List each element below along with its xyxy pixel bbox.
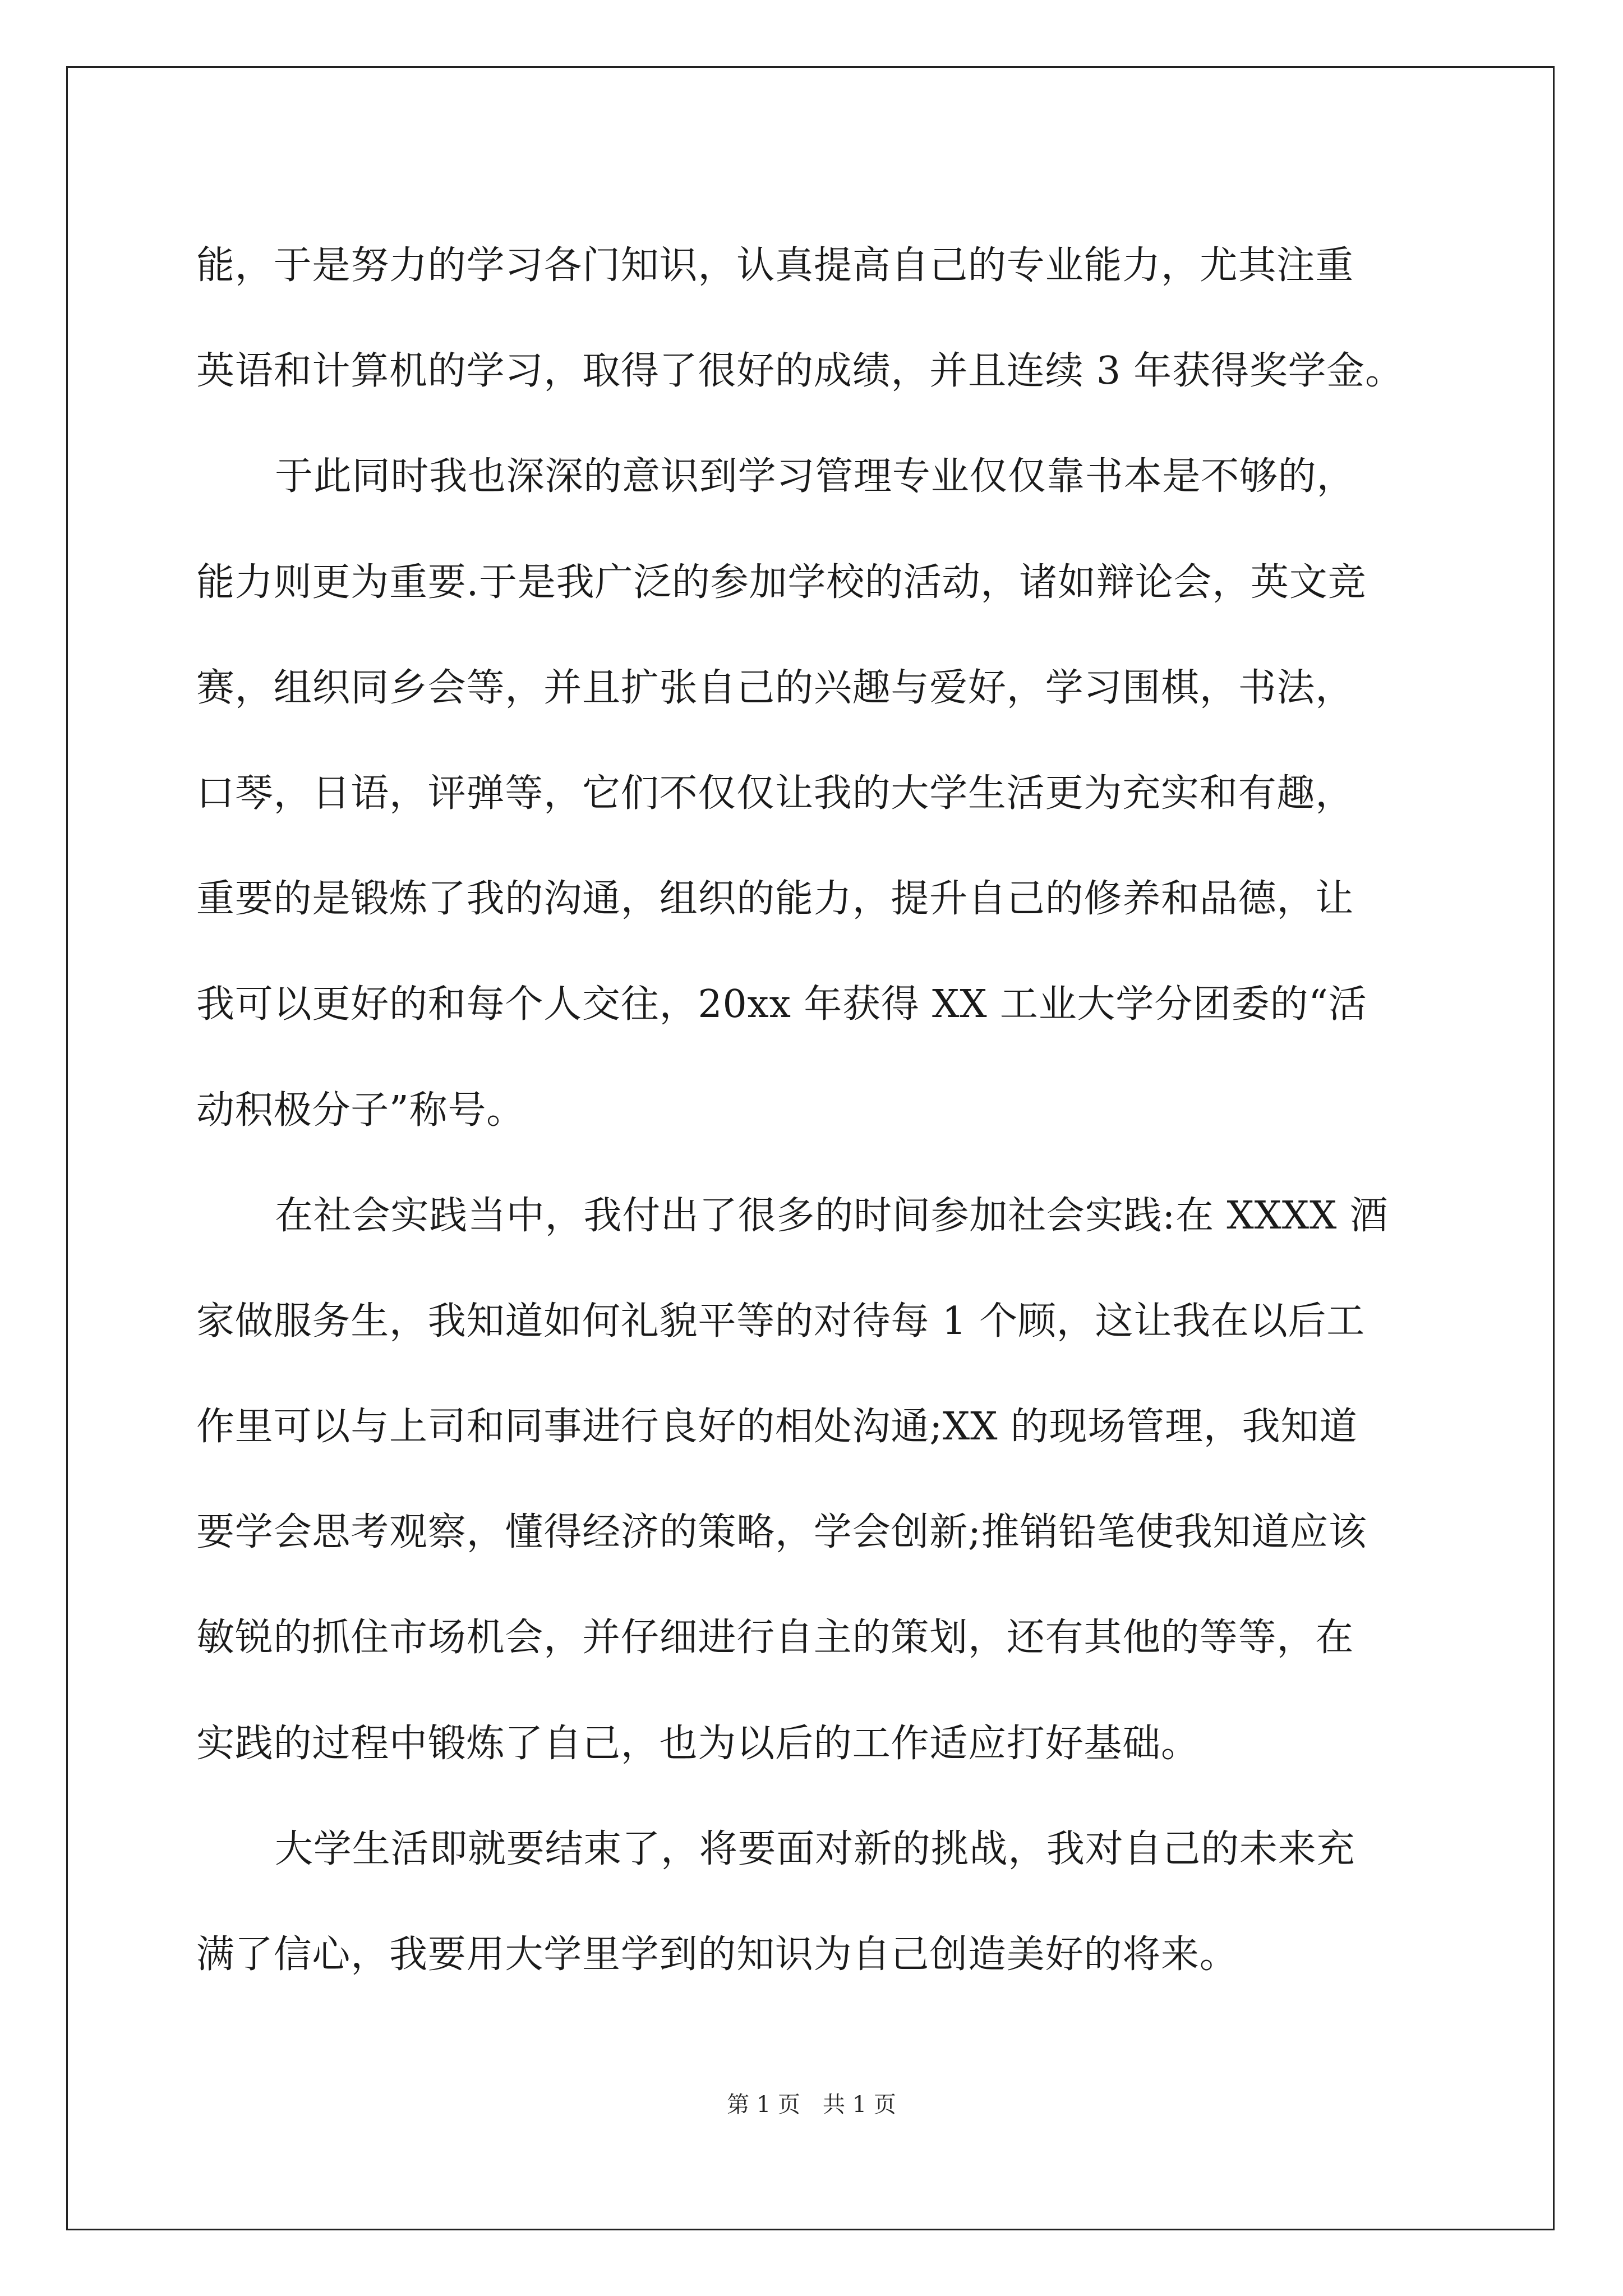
text-line: 赛，组织同乡会等，并且扩张自己的兴趣与爱好，学习围棋，书法， [196, 665, 1354, 710]
page-number: 第 1 页 [727, 2092, 800, 2118]
text-line: 英语和计算机的学习，取得了很好的成绩，并且连续 3 年获得奖学金。 [196, 349, 1404, 394]
text-line: 能，于是努力的学习各门知识，认真提高自己的专业能力，尤其注重 [196, 243, 1354, 288]
page-total: 共 1 页 [823, 2092, 896, 2118]
document-body [196, 213, 1430, 2008]
text-line: 大学生活即就要结束了，将要面对新的挑战，我对自己的未来充 [275, 1826, 1355, 1871]
text-line: 作里可以与上司和同事进行良好的相处沟通;XX 的现场管理，我知道 [196, 1405, 1358, 1450]
page-footer [0, 2088, 1623, 2122]
text-line: 于此同时我也深深的意识到学习管理专业仅仅靠书本是不够的， [275, 454, 1355, 499]
text-line: 口琴，日语，评弹等，它们不仅仅让我的大学生活更为充实和有趣， [196, 771, 1354, 816]
text-line: 家做服务生，我知道如何礼貌平等的对待每 1 个顾，这让我在以后工 [196, 1299, 1366, 1343]
text-line: 能力则更为重要.于是我广泛的参加学校的活动，诸如辩论会，英文竞 [196, 560, 1367, 605]
text-line: 要学会思考观察，懂得经济的策略，学会创新;推销铅笔使我知道应该 [196, 1510, 1367, 1555]
text-line: 动积极分子”称号。 [196, 1088, 525, 1133]
text-line: 敏锐的抓住市场机会，并仔细进行自主的策划，还有其他的等等，在 [196, 1616, 1354, 1660]
text-line: 重要的是锻炼了我的沟通，组织的能力，提升自己的修养和品德，让 [196, 877, 1354, 922]
text-line: 在社会实践当中，我付出了很多的时间参加社会实践:在 XXXX 酒 [275, 1193, 1389, 1238]
text-line: 我可以更好的和每个人交往，20xx 年获得 XX 工业大学分团委的“活 [196, 982, 1367, 1027]
text-line: 实践的过程中锻炼了自己，也为以后的工作适应打好基础。 [196, 1721, 1200, 1766]
text-line: 满了信心，我要用大学里学到的知识为自己创造美好的将来。 [196, 1932, 1238, 1977]
